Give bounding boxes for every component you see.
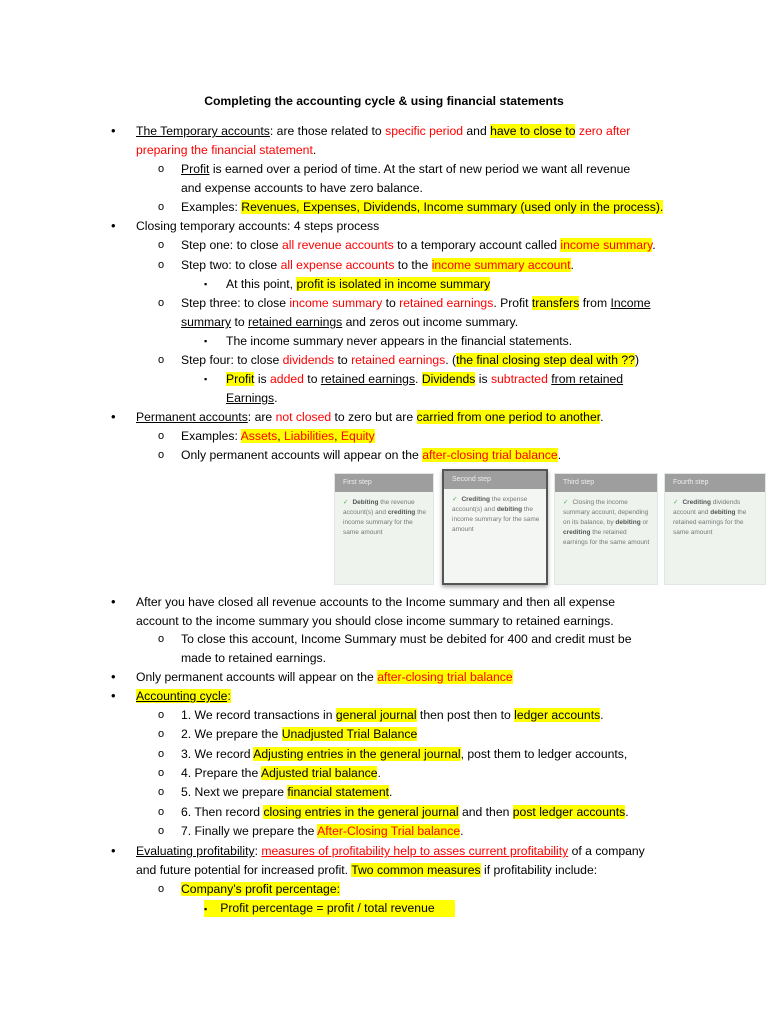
after-closing-line-2: account to the income summary you should close income summary to retained earnings.	[136, 614, 614, 628]
square-bullet-icon: ▪	[204, 904, 208, 914]
check-icon: ✓	[343, 499, 349, 506]
step-one-line: Step one: to close all revenue accounts to a temporary account called income summary.	[181, 238, 656, 252]
circle-bullet-icon: o	[158, 297, 165, 309]
check-icon: ✓	[452, 496, 458, 503]
evaluating-profitability-line-2: and future potential for increased profit. Two common measures if profitability include:	[136, 863, 598, 877]
document-title: Completing the accounting cycle & using financial statements	[204, 94, 564, 108]
bullet-icon: •	[111, 843, 116, 858]
circle-bullet-icon: o	[158, 259, 165, 271]
square-bullet-icon: ▪	[204, 374, 208, 384]
square-bullet-icon: ▪	[204, 279, 208, 289]
circle-bullet-icon: o	[158, 767, 165, 779]
perm-only-line: Only permanent accounts will appear on the after-closing trial balance.	[181, 448, 562, 462]
step-two-sub-line: At this point, profit is isolated in income summary	[226, 277, 491, 291]
check-icon: ✓	[673, 499, 679, 506]
evaluating-profitability-line: Evaluating profitability: measures of profitability help to asses current profitability of a company	[136, 844, 645, 858]
cycle-item-1: 1. We record transactions in general journal then post then to ledger accounts.	[181, 708, 604, 722]
permanent-accounts-line: Permanent accounts: are not closed to zero but are carried from one period to another.	[136, 410, 604, 424]
step-card-body: ✓ Crediting the expense account(s) and debiting the income summary for the same amount	[452, 496, 540, 533]
circle-bullet-icon: o	[158, 201, 165, 213]
step-card-third	[554, 473, 658, 585]
step-card-header: Second step	[444, 471, 546, 489]
bullet-icon: •	[111, 123, 116, 138]
step-three-line: Step three: to close income summary to retained earnings. Profit transfers from Income	[181, 296, 651, 310]
step-three-sub-line: The income summary never appears in the financial statements.	[226, 334, 573, 348]
circle-bullet-icon: o	[158, 825, 165, 837]
closing-steps-figure	[330, 465, 768, 585]
step-card-body: ✓ Closing the income summary account, depending on its balance, by debiting or crediting the retained earnings for the same amount	[563, 499, 650, 546]
cycle-item-4: 4. Prepare the Adjusted trial balance.	[181, 766, 381, 780]
step-card-body: ✓ Debiting the revenue account(s) and crediting the income summary for the same amount	[343, 499, 427, 536]
cycle-item-5: 5. Next we prepare financial statement.	[181, 785, 393, 799]
circle-bullet-icon: o	[158, 786, 165, 798]
circle-bullet-icon: o	[158, 239, 165, 251]
step-card-header: Third step	[555, 474, 657, 492]
circle-bullet-icon: o	[158, 163, 165, 175]
perm-examples-line: Examples: Assets, Liabilities, Equity	[181, 429, 375, 443]
circle-bullet-icon: o	[158, 354, 165, 366]
profit-percentage-formula: ▪ Profit percentage = profit / total revenue	[204, 900, 455, 917]
step-card-fourth	[664, 473, 766, 585]
temporary-accounts-line-2: preparing the financial statement.	[136, 143, 317, 157]
circle-bullet-icon: o	[158, 728, 165, 740]
step-card-first	[334, 473, 434, 585]
profit-line-2: and expense accounts to have zero balance.	[181, 181, 423, 195]
profit-percentage-heading: Company’s profit percentage:	[181, 882, 340, 896]
temporary-accounts-line: The Temporary accounts: are those related to specific period and have to close to zero after	[136, 124, 631, 138]
step-three-line-2: summary to retained earnings and zeros out income summary.	[181, 315, 519, 329]
circle-bullet-icon: o	[158, 449, 165, 461]
step-card-header: First step	[335, 474, 433, 492]
bullet-icon: •	[111, 669, 116, 684]
square-bullet-icon: ▪	[204, 336, 208, 346]
circle-bullet-icon: o	[158, 709, 165, 721]
cycle-item-2: 2. We prepare the Unadjusted Trial Balance	[181, 727, 418, 741]
only-permanent-line: Only permanent accounts will appear on the after-closing trial balance	[136, 670, 513, 684]
bullet-icon: •	[111, 594, 116, 609]
cycle-item-6: 6. Then record closing entries in the general journal and then post ledger accounts.	[181, 805, 629, 819]
profit-line: Profit is earned over a period of time. At the start of new period we want all revenue	[181, 162, 631, 176]
cycle-item-3: 3. We record Adjusting entries in the general journal, post them to ledger accounts,	[181, 747, 628, 761]
check-icon: ✓	[563, 499, 569, 506]
bullet-icon: •	[111, 688, 116, 703]
accounting-cycle-heading: Accounting cycle:	[136, 689, 231, 703]
temp-examples-line: Examples: Revenues, Expenses, Dividends, Income summary (used only in the process).	[181, 200, 664, 214]
step-card-body: ✓ Crediting dividends account and debiting the retained earnings for the same amount	[673, 499, 747, 536]
after-closing-line: After you have closed all revenue accounts to the Income summary and then all expense	[136, 595, 615, 609]
circle-bullet-icon: o	[158, 633, 165, 645]
step-four-sub-line: Profit is added to retained earnings. Dividends is subtracted from retained	[226, 372, 624, 386]
step-card-second	[442, 469, 548, 585]
step-card-header: Fourth step	[665, 474, 765, 492]
step-four-sub-line-2: Earnings.	[226, 391, 278, 405]
circle-bullet-icon: o	[158, 430, 165, 442]
bullet-icon: •	[111, 218, 116, 233]
cycle-item-7: 7. Finally we prepare the After-Closing Trial balance.	[181, 824, 464, 838]
circle-bullet-icon: o	[158, 806, 165, 818]
step-four-line: Step four: to close dividends to retained earnings. (the final closing step deal with ??)	[181, 353, 640, 367]
circle-bullet-icon: o	[158, 748, 165, 760]
circle-bullet-icon: o	[158, 883, 165, 895]
close-account-line-2: made to retained earnings.	[181, 651, 326, 665]
close-account-line: To close this account, Income Summary must be debited for 400 and credit must be	[181, 632, 632, 646]
bullet-icon: •	[111, 409, 116, 424]
closing-heading: Closing temporary accounts: 4 steps process	[136, 219, 380, 233]
step-two-line: Step two: to close all expense accounts to the income summary account.	[181, 258, 574, 272]
